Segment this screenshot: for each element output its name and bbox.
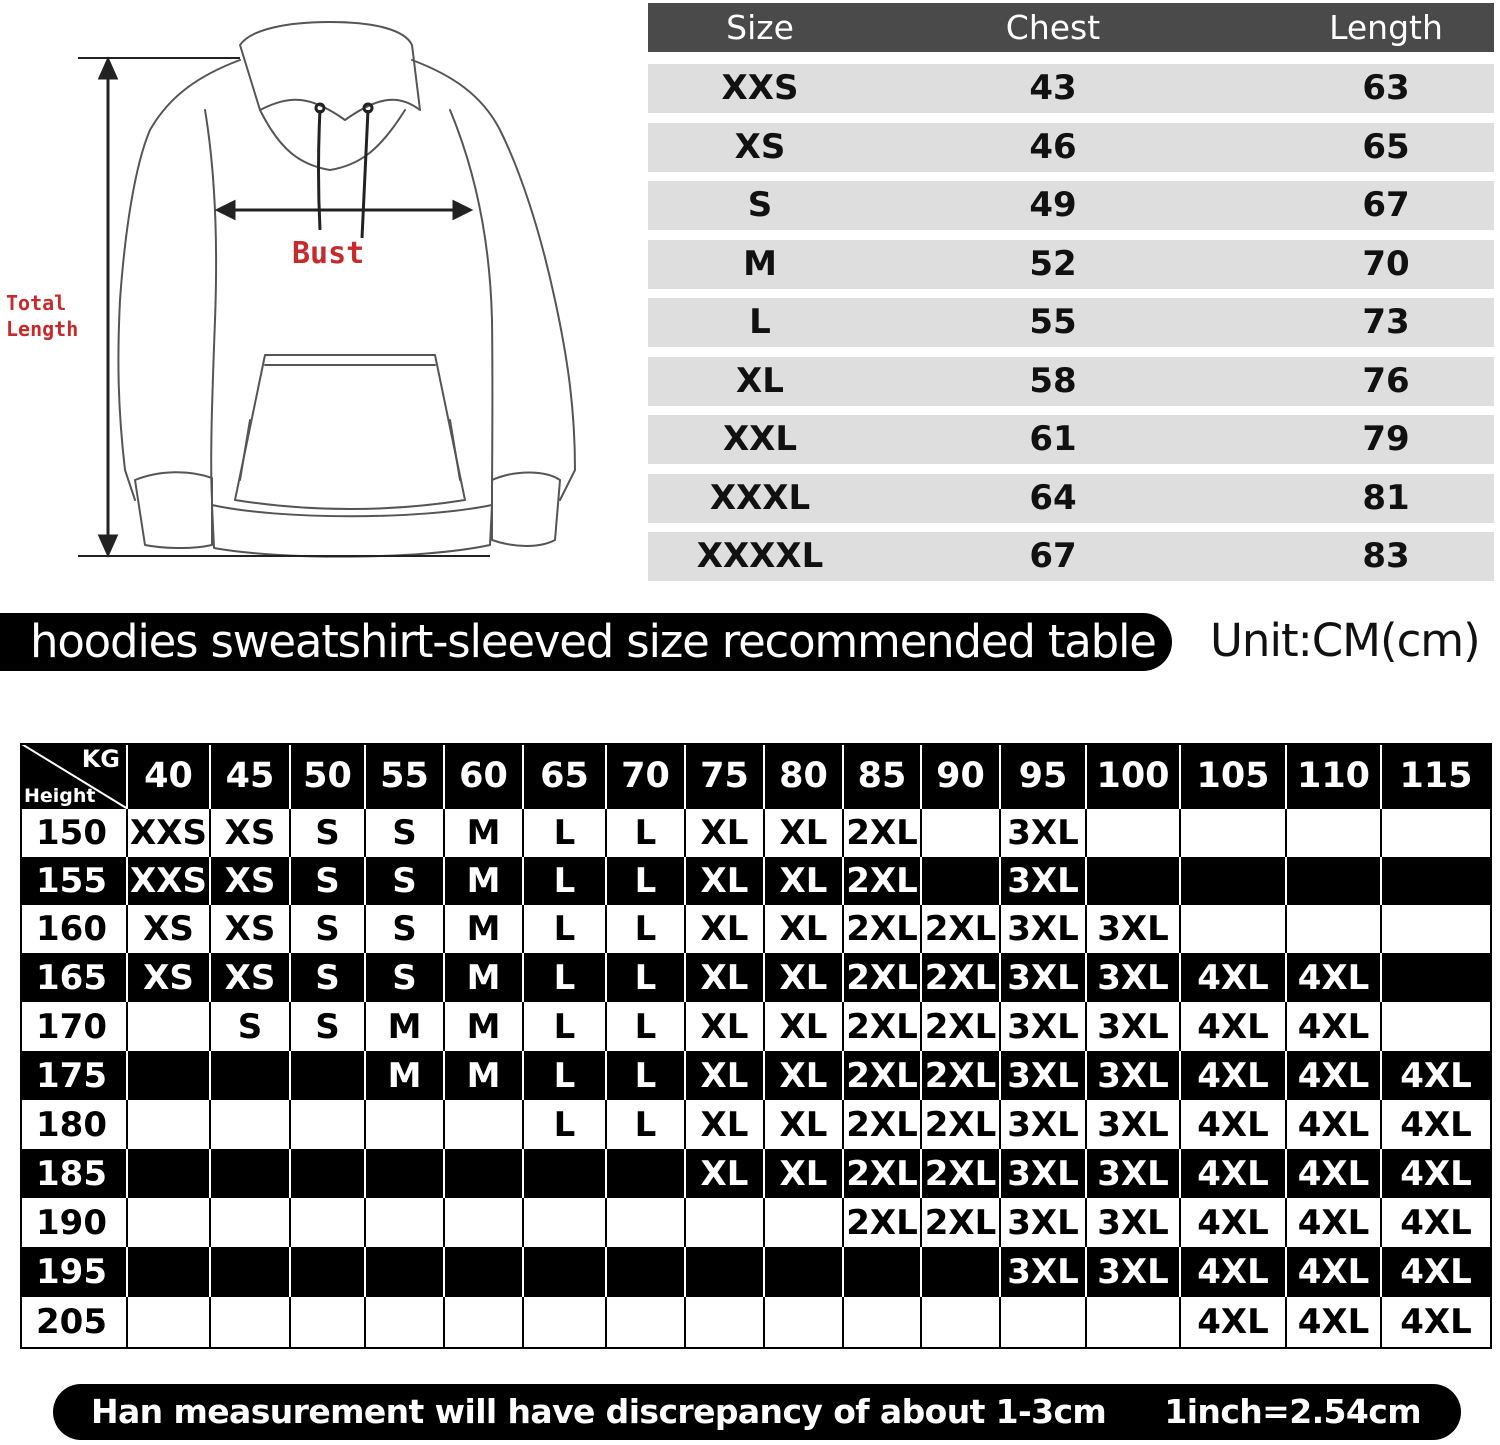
height-value-cell: 180 (20, 1100, 128, 1149)
size-recommendation-cell: 2XL (844, 1198, 922, 1247)
size-recommendation-cell: XL (765, 905, 844, 953)
corner-header-cell (20, 743, 128, 809)
size-recommendation-cell: S (291, 953, 366, 1002)
size-recommendation-cell: S (366, 857, 445, 905)
size-recommendation-cell (366, 1100, 445, 1149)
size-recommendation-cell: S (291, 857, 366, 905)
header-size: Size (726, 8, 794, 47)
size-recommendation-cell: XL (765, 1002, 844, 1051)
size-recommendation-cell: L (607, 1002, 686, 1051)
kg-header-cell: 95 (1001, 743, 1087, 809)
size-recommendation-cell: 4XL (1181, 1100, 1287, 1149)
size-recommendation-cell: XL (686, 905, 765, 953)
size-recommendation-cell (1181, 857, 1287, 905)
size-recommendation-cell: M (366, 1002, 445, 1051)
measurement-row (648, 181, 1494, 230)
size-recommendation-cell (1382, 809, 1492, 857)
size-recommendation-cell (445, 1149, 524, 1198)
measurement-length-cell: 73 (1362, 302, 1410, 342)
kg-header-cell: 65 (524, 743, 607, 809)
size-recommendation-cell: 4XL (1181, 1198, 1287, 1247)
size-recommendation-cell: XL (686, 1002, 765, 1051)
measurement-length-cell: 67 (1362, 185, 1410, 225)
size-recommendation-cell: 4XL (1382, 1247, 1492, 1297)
size-recommendation-cell: XXS (128, 809, 211, 857)
size-recommendation-cell: 4XL (1287, 1002, 1382, 1051)
size-recommendation-cell: 3XL (1087, 1149, 1181, 1198)
size-recommendation-cell (128, 1149, 211, 1198)
size-recommendation-cell (686, 1247, 765, 1297)
size-recommendation-cell: L (607, 857, 686, 905)
size-recommendation-cell: S (211, 1002, 291, 1051)
size-recommendation-cell: XL (686, 809, 765, 857)
size-recommendation-cell: XS (211, 953, 291, 1002)
size-recommendation-cell: 4XL (1181, 1297, 1287, 1347)
size-recommendation-cell (128, 1002, 211, 1051)
measurement-row (648, 357, 1494, 406)
size-recommendation-cell: XL (765, 809, 844, 857)
size-recommendation-cell (844, 1247, 922, 1297)
measurement-chest-cell: 55 (1029, 302, 1077, 342)
bust-label: Bust (292, 236, 365, 271)
kg-header-cell: 80 (765, 743, 844, 809)
height-row (20, 1198, 1492, 1247)
size-recommendation-cell: 2XL (922, 1100, 1001, 1149)
kg-header-cell: 45 (211, 743, 291, 809)
size-recommendation-cell: 4XL (1287, 1297, 1382, 1347)
size-recommendation-cell (922, 1297, 1001, 1347)
size-recommendation-cell: XS (211, 857, 291, 905)
header-chest: Chest (1005, 8, 1101, 47)
height-axis-label: Height (24, 785, 96, 807)
size-recommendation-cell: L (524, 1051, 607, 1100)
size-recommendation-cell (211, 1198, 291, 1247)
size-recommendation-cell (445, 1100, 524, 1149)
size-recommendation-cell (291, 1198, 366, 1247)
size-recommendation-cell: XL (765, 857, 844, 905)
kg-header-row (20, 743, 1492, 809)
size-recommendation-cell (1287, 809, 1382, 857)
measurement-size-cell: XS (734, 126, 786, 167)
height-value-cell: 195 (20, 1247, 128, 1297)
measurement-size-cell: M (743, 243, 777, 284)
height-value-cell: 190 (20, 1198, 128, 1247)
measurement-size-cell: XXS (721, 68, 799, 108)
height-value-cell: 150 (20, 809, 128, 857)
size-recommendation-cell: L (607, 1051, 686, 1100)
size-recommendation-cell (765, 1247, 844, 1297)
measurement-size-cell: XXXL (709, 477, 811, 518)
kg-header-cell: 115 (1382, 743, 1492, 809)
size-recommendation-cell (1287, 857, 1382, 905)
size-recommendation-cell: 2XL (844, 953, 922, 1002)
size-recommendation-cell (1382, 857, 1492, 905)
measurement-length-cell: 81 (1362, 477, 1410, 518)
kg-header-cell: 100 (1087, 743, 1181, 809)
size-recommendation-cell (445, 1297, 524, 1347)
size-recommendation-cell: S (291, 809, 366, 857)
size-recommendation-cell (366, 1247, 445, 1297)
measurement-row (648, 64, 1494, 113)
size-recommendation-cell: XL (765, 1100, 844, 1149)
size-recommendation-cell: XS (211, 809, 291, 857)
size-recommendation-cell: M (445, 1002, 524, 1051)
size-recommendation-cell (366, 1149, 445, 1198)
measurement-length-cell: 79 (1362, 419, 1410, 459)
measurement-chest-cell: 49 (1029, 185, 1077, 225)
size-recommendation-cell (291, 1297, 366, 1347)
size-recommendation-cell (291, 1247, 366, 1297)
height-row (20, 1247, 1492, 1297)
size-recommendation-cell (1181, 809, 1287, 857)
measurement-chest-cell: 46 (1029, 126, 1077, 167)
measurement-chest-cell: 52 (1029, 243, 1077, 284)
size-recommendation-cell: 2XL (844, 1100, 922, 1149)
size-recommendation-cell: 3XL (1001, 1198, 1087, 1247)
measurement-row (648, 415, 1494, 464)
size-recommendation-cell: 2XL (844, 905, 922, 953)
table-title: hoodies sweatshirt-sleeved size recommended table (30, 615, 1156, 668)
size-recommendation-cell (1001, 1297, 1087, 1347)
size-recommendation-cell: 2XL (922, 953, 1001, 1002)
height-value-cell: 155 (20, 857, 128, 905)
height-row (20, 1051, 1492, 1100)
kg-header-cell: 105 (1181, 743, 1287, 809)
size-recommendation-cell: M (445, 857, 524, 905)
size-recommendation-cell: XL (686, 1100, 765, 1149)
size-recommendation-cell (1382, 953, 1492, 1002)
size-recommendation-cell (607, 1297, 686, 1347)
size-recommendation-cell: XL (765, 1051, 844, 1100)
size-recommendation-cell: S (366, 905, 445, 953)
size-recommendation-cell (686, 1198, 765, 1247)
measurement-row (648, 123, 1494, 172)
size-recommendation-cell (1382, 905, 1492, 953)
measurement-discrepancy-note: Han measurement will have discrepancy of about 1-3cm (91, 1392, 1107, 1431)
size-recommendation-cell: 3XL (1001, 1149, 1087, 1198)
size-recommendation-cell (1087, 857, 1181, 905)
height-value-cell: 160 (20, 905, 128, 953)
size-recommendation-cell (366, 1198, 445, 1247)
measurement-length-cell: 65 (1362, 126, 1410, 167)
size-recommendation-cell (211, 1297, 291, 1347)
size-recommendation-cell: 2XL (922, 1002, 1001, 1051)
kg-axis-label: KG (81, 745, 120, 773)
size-recommendation-cell (128, 1100, 211, 1149)
size-recommendation-cell: XL (686, 953, 765, 1002)
size-recommendation-cell (291, 1149, 366, 1198)
size-recommendation-cell (922, 1247, 1001, 1297)
height-row (20, 857, 1492, 905)
size-recommendation-cell: M (445, 953, 524, 1002)
size-recommendation-cell (211, 1149, 291, 1198)
size-recommendation-cell: L (524, 809, 607, 857)
size-recommendation-cell: 4XL (1287, 1247, 1382, 1297)
size-recommendation-cell (607, 1149, 686, 1198)
size-recommendation-cell (524, 1247, 607, 1297)
size-recommendation-cell: L (524, 857, 607, 905)
size-recommendation-cell (211, 1051, 291, 1100)
size-recommendation-cell: XL (765, 1149, 844, 1198)
measurement-size-cell: XL (736, 360, 784, 401)
size-recommendation-cell: 3XL (1001, 1002, 1087, 1051)
size-recommendation-cell: 3XL (1001, 1247, 1087, 1297)
size-recommendation-cell (1181, 905, 1287, 953)
size-recommendation-cell: XL (686, 857, 765, 905)
size-recommendation-cell (765, 1297, 844, 1347)
size-recommendation-cell: S (291, 905, 366, 953)
size-recommendation-cell: L (524, 1002, 607, 1051)
size-recommendation-cell: 3XL (1001, 857, 1087, 905)
size-recommendation-cell: 2XL (922, 1198, 1001, 1247)
size-recommendation-cell (445, 1198, 524, 1247)
size-recommendation-cell: L (524, 953, 607, 1002)
size-recommendation-cell: L (607, 953, 686, 1002)
inch-conversion-note: 1inch=2.54cm (1164, 1392, 1421, 1431)
measurement-chest-cell: 61 (1029, 419, 1077, 459)
size-recommendation-cell: M (445, 1051, 524, 1100)
size-recommendation-cell: S (366, 809, 445, 857)
size-recommendation-cell (524, 1198, 607, 1247)
size-recommendation-cell: 4XL (1287, 953, 1382, 1002)
size-recommendation-cell: 3XL (1001, 905, 1087, 953)
measurement-length-cell: 63 (1362, 68, 1410, 108)
size-recommendation-cell (1087, 1297, 1181, 1347)
footer-note-pill (53, 1384, 1461, 1440)
size-recommendation-cell: 2XL (844, 1002, 922, 1051)
size-recommendation-cell (765, 1198, 844, 1247)
measurement-row (648, 240, 1494, 289)
kg-header-cell: 85 (844, 743, 922, 809)
kg-header-cell: 55 (366, 743, 445, 809)
size-recommendation-cell: 3XL (1087, 905, 1181, 953)
size-recommendation-cell (524, 1149, 607, 1198)
size-recommendation-cell (922, 809, 1001, 857)
size-recommendation-cell: 4XL (1382, 1297, 1492, 1347)
size-recommendation-cell (1287, 905, 1382, 953)
size-recommendation-cell (524, 1297, 607, 1347)
height-value-cell: 185 (20, 1149, 128, 1198)
size-recommendation-cell (922, 857, 1001, 905)
header-length: Length (1329, 8, 1443, 47)
size-recommendation-cell: L (607, 905, 686, 953)
size-recommendation-cell: 3XL (1087, 953, 1181, 1002)
size-recommendation-cell (211, 1247, 291, 1297)
height-row (20, 1297, 1492, 1347)
size-recommendation-cell: XS (128, 905, 211, 953)
size-recommendation-cell (445, 1247, 524, 1297)
size-recommendation-cell: 4XL (1287, 1149, 1382, 1198)
measurement-row (648, 474, 1494, 523)
size-recommendation-cell: 4XL (1181, 953, 1287, 1002)
size-recommendation-cell (366, 1297, 445, 1347)
size-recommendation-cell (128, 1247, 211, 1297)
height-row (20, 1002, 1492, 1051)
size-recommendation-cell (128, 1051, 211, 1100)
size-recommendation-cell (1087, 809, 1181, 857)
size-recommendation-cell: XL (686, 1051, 765, 1100)
size-recommendation-cell (686, 1297, 765, 1347)
size-recommendation-cell: 2XL (844, 809, 922, 857)
size-recommendation-cell: L (607, 1100, 686, 1149)
measurement-length-cell: 70 (1362, 243, 1410, 284)
measurement-row (648, 298, 1494, 347)
size-recommendation-cell: M (445, 905, 524, 953)
size-recommendation-cell: L (524, 1100, 607, 1149)
size-recommendation-cell: 2XL (922, 905, 1001, 953)
size-recommendation-cell: 4XL (1287, 1198, 1382, 1247)
size-recommendation-cell: 3XL (1001, 1100, 1087, 1149)
measurement-size-cell: XXXXL (696, 536, 824, 576)
size-recommendation-cell: 4XL (1181, 1149, 1287, 1198)
measurement-length-cell: 83 (1362, 536, 1410, 576)
size-recommendation-cell: XS (211, 905, 291, 953)
size-recommendation-cell (291, 1051, 366, 1100)
size-recommendation-cell: XXS (128, 857, 211, 905)
measurement-table-header (648, 3, 1494, 52)
size-recommendation-cell: 3XL (1087, 1002, 1181, 1051)
size-recommendation-cell: 2XL (844, 1149, 922, 1198)
measurement-length-cell: 76 (1362, 360, 1410, 401)
size-recommendation-cell: 3XL (1087, 1247, 1181, 1297)
height-value-cell: 205 (20, 1297, 128, 1347)
measurement-chest-cell: 67 (1029, 536, 1077, 576)
hoodie-diagram (0, 0, 600, 590)
kg-header-cell: 110 (1287, 743, 1382, 809)
size-recommendation-cell: S (366, 953, 445, 1002)
size-recommendation-cell: 2XL (922, 1051, 1001, 1100)
size-recommendation-cell: 2XL (922, 1149, 1001, 1198)
size-recommendation-cell: M (366, 1051, 445, 1100)
size-recommendation-cell: L (607, 809, 686, 857)
unit-label: Unit:CM(cm) (1210, 614, 1480, 667)
height-row (20, 809, 1492, 857)
kg-header-cell: 90 (922, 743, 1001, 809)
kg-header-cell: 75 (686, 743, 765, 809)
measurement-row (648, 532, 1494, 581)
height-row (20, 1149, 1492, 1198)
size-recommendation-cell: 3XL (1001, 1051, 1087, 1100)
measurement-size-cell: L (749, 302, 771, 342)
size-recommendation-cell: XS (128, 953, 211, 1002)
size-recommendation-cell: 4XL (1181, 1051, 1287, 1100)
height-value-cell: 175 (20, 1051, 128, 1100)
measurement-chest-cell: 43 (1029, 68, 1077, 108)
measurement-chest-cell: 58 (1029, 360, 1077, 401)
kg-header-cell: 50 (291, 743, 366, 809)
size-recommendation-cell: 4XL (1382, 1051, 1492, 1100)
size-recommendation-cell: 3XL (1087, 1198, 1181, 1247)
size-recommendation-cell: 4XL (1382, 1100, 1492, 1149)
size-recommendation-cell (128, 1297, 211, 1347)
size-recommendation-cell: 3XL (1001, 809, 1087, 857)
size-recommendation-cell: 2XL (844, 857, 922, 905)
kg-header-cell: 60 (445, 743, 524, 809)
size-recommendation-cell (844, 1297, 922, 1347)
height-row (20, 953, 1492, 1002)
height-row (20, 905, 1492, 953)
size-recommendation-cell: 3XL (1001, 953, 1087, 1002)
total-length-label: Total Length (6, 291, 79, 341)
height-value-cell: 170 (20, 1002, 128, 1051)
size-recommendation-cell (607, 1247, 686, 1297)
kg-header-cell: 70 (607, 743, 686, 809)
measurement-size-cell: S (747, 185, 773, 225)
size-recommendation-cell (291, 1100, 366, 1149)
size-recommendation-cell: 4XL (1181, 1002, 1287, 1051)
size-recommendation-cell: S (291, 1002, 366, 1051)
size-recommendation-cell: 4XL (1181, 1247, 1287, 1297)
measurement-size-cell: XXL (722, 419, 798, 459)
size-recommendation-cell: M (445, 809, 524, 857)
height-row (20, 1100, 1492, 1149)
size-recommendation-cell (211, 1100, 291, 1149)
size-recommendation-cell (1382, 1002, 1492, 1051)
size-recommendation-cell: 4XL (1382, 1149, 1492, 1198)
height-value-cell: 165 (20, 953, 128, 1002)
size-recommendation-cell: 4XL (1382, 1198, 1492, 1247)
size-recommendation-cell: 2XL (844, 1051, 922, 1100)
size-recommendation-cell: L (524, 905, 607, 953)
size-recommendation-cell: 3XL (1087, 1051, 1181, 1100)
size-recommendation-cell: XL (765, 953, 844, 1002)
size-recommendation-cell: 3XL (1087, 1100, 1181, 1149)
size-recommendation-cell: 4XL (1287, 1100, 1382, 1149)
table-title-banner (0, 613, 1172, 671)
size-recommendation-cell (607, 1198, 686, 1247)
measurement-chest-cell: 64 (1029, 477, 1077, 518)
kg-header-cell: 40 (128, 743, 211, 809)
size-recommendation-cell: XL (686, 1149, 765, 1198)
size-recommendation-cell: 4XL (1287, 1051, 1382, 1100)
size-recommendation-cell (128, 1198, 211, 1247)
